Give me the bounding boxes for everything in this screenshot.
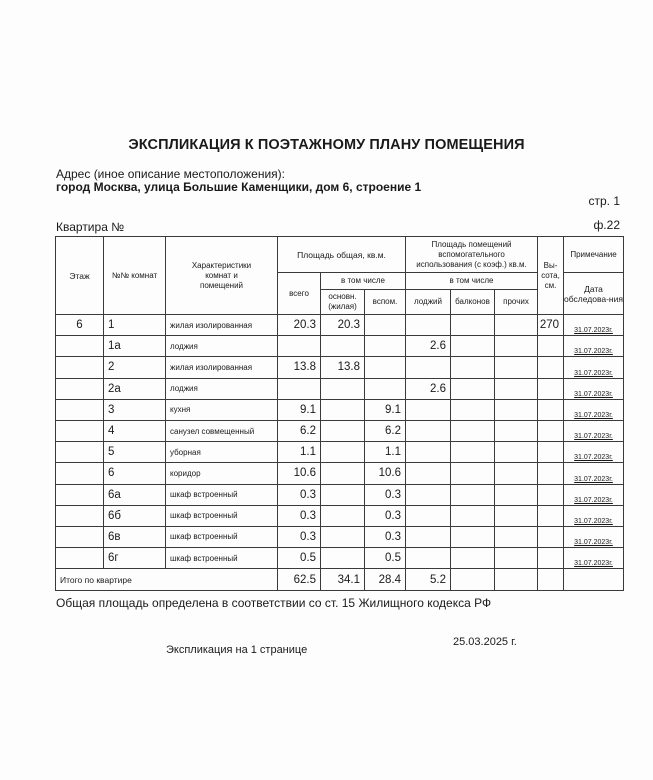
totals-note — [564, 569, 624, 591]
room-description: шкаф встроенный — [166, 484, 278, 505]
header-total-area: Площадь общая, кв.м. — [278, 237, 406, 273]
area-main — [321, 399, 365, 420]
area-other — [495, 526, 538, 547]
area-other — [495, 336, 538, 357]
floor: 6 — [56, 315, 104, 336]
survey-date-text: 31.07.2023г. — [574, 433, 613, 441]
totals-main: 34.1 — [321, 569, 365, 591]
survey-date-text: 31.07.2023г. — [574, 560, 613, 568]
survey-date — [564, 463, 624, 484]
area-other — [495, 548, 538, 569]
floor — [56, 420, 104, 441]
area-main — [321, 442, 365, 463]
room-description: кухня — [166, 399, 278, 420]
table-row — [56, 505, 624, 526]
room-number: 6б — [104, 505, 166, 526]
header-note: Примечание — [564, 237, 624, 273]
room-description: санузел совмещенный — [166, 420, 278, 441]
ceiling-height — [538, 505, 564, 526]
totals-total: 62.5 — [278, 569, 321, 591]
area-aux: 0.5 — [365, 548, 406, 569]
room-number: 6 — [104, 463, 166, 484]
area-main — [321, 420, 365, 441]
ceiling-height — [538, 484, 564, 505]
totals-label: Итого по квартире — [56, 569, 278, 591]
area-loggia — [406, 548, 451, 569]
totals-row — [56, 569, 624, 591]
area-main — [321, 548, 365, 569]
form-number: ф.22 — [593, 218, 620, 232]
table-row — [56, 463, 624, 484]
area-loggia — [406, 442, 451, 463]
area-total: 1.1 — [278, 442, 321, 463]
survey-date — [564, 357, 624, 378]
area-loggia — [406, 420, 451, 441]
header-main: основн. (жилая) — [321, 290, 365, 315]
room-number: 1 — [104, 315, 166, 336]
area-balcony — [451, 463, 495, 484]
area-loggia — [406, 505, 451, 526]
room-number: 2а — [104, 378, 166, 399]
floor — [56, 378, 104, 399]
header-height: Вы-сота, см. — [538, 237, 564, 315]
room-number: 1а — [104, 336, 166, 357]
survey-date-text: 31.07.2023г. — [574, 475, 613, 483]
area-balcony — [451, 399, 495, 420]
totals-aux: 28.4 — [365, 569, 406, 591]
room-number: 2 — [104, 357, 166, 378]
floor — [56, 526, 104, 547]
area-other — [495, 484, 538, 505]
area-balcony — [451, 420, 495, 441]
area-other — [495, 442, 538, 463]
area-other — [495, 399, 538, 420]
totals-balcony — [451, 569, 495, 591]
room-description: шкаф встроенный — [166, 526, 278, 547]
table-row — [56, 484, 624, 505]
floor — [56, 463, 104, 484]
area-loggia — [406, 315, 451, 336]
area-other — [495, 357, 538, 378]
survey-date-text: 31.07.2023г. — [574, 348, 613, 356]
room-description: лоджия — [166, 378, 278, 399]
ceiling-height — [538, 420, 564, 441]
floor — [56, 484, 104, 505]
room-description: шкаф встроенный — [166, 505, 278, 526]
header-balcony: балконов — [451, 290, 495, 315]
totals-height — [538, 569, 564, 591]
room-number: 6в — [104, 526, 166, 547]
floor — [56, 548, 104, 569]
document-title: ЭКСПЛИКАЦИЯ К ПОЭТАЖНОМУ ПЛАНУ ПОМЕЩЕНИЯ — [128, 137, 525, 153]
area-loggia — [406, 484, 451, 505]
header-other: прочих — [495, 290, 538, 315]
footnote: Общая площадь определена в соответствии со ст. 15 Жилищного кодекса РФ — [56, 596, 492, 610]
area-aux: 6.2 — [365, 420, 406, 441]
area-loggia — [406, 463, 451, 484]
table-row — [56, 315, 624, 336]
area-total: 13.8 — [278, 357, 321, 378]
floor — [56, 505, 104, 526]
survey-date — [564, 336, 624, 357]
survey-date-text: 31.07.2023г. — [574, 369, 613, 377]
ceiling-height — [538, 378, 564, 399]
area-balcony — [451, 484, 495, 505]
area-aux: 0.3 — [365, 484, 406, 505]
area-aux — [365, 315, 406, 336]
floor — [56, 399, 104, 420]
room-number: 6г — [104, 548, 166, 569]
table-row — [56, 420, 624, 441]
header-total: всего — [278, 273, 321, 315]
survey-date-text: 31.07.2023г. — [574, 517, 613, 525]
survey-date-text: 31.07.2023г. — [574, 390, 613, 398]
area-total: 9.1 — [278, 399, 321, 420]
table-row — [56, 399, 624, 420]
totals-other — [495, 569, 538, 591]
ceiling-height — [538, 526, 564, 547]
floor — [56, 336, 104, 357]
area-aux: 9.1 — [365, 399, 406, 420]
area-aux — [365, 378, 406, 399]
area-main: 20.3 — [321, 315, 365, 336]
table-row — [56, 442, 624, 463]
area-aux: 0.3 — [365, 526, 406, 547]
area-total: 10.6 — [278, 463, 321, 484]
header-survey-date: Дата обследова-ния — [564, 273, 624, 315]
area-main — [321, 336, 365, 357]
area-loggia: 2.6 — [406, 378, 451, 399]
floor — [56, 357, 104, 378]
area-other — [495, 505, 538, 526]
address-value: город Москва, улица Большие Каменщики, дом 6, строение 1 — [56, 180, 422, 194]
survey-date-text: 31.07.2023г. — [574, 327, 613, 335]
sign-date: 25.03.2025 г. — [453, 636, 517, 648]
ceiling-height — [538, 463, 564, 484]
area-total: 0.5 — [278, 548, 321, 569]
header-rooms: №№ комнат — [104, 237, 166, 315]
area-other — [495, 315, 538, 336]
survey-date — [564, 484, 624, 505]
area-loggia — [406, 399, 451, 420]
ceiling-height — [538, 357, 564, 378]
area-loggia: 2.6 — [406, 336, 451, 357]
apartment-label: Квартира № — [56, 220, 125, 234]
area-main — [321, 463, 365, 484]
survey-date-text: 31.07.2023г. — [574, 539, 613, 547]
room-number: 4 — [104, 420, 166, 441]
survey-date — [564, 442, 624, 463]
area-balcony — [451, 442, 495, 463]
area-aux — [365, 357, 406, 378]
ceiling-height — [538, 442, 564, 463]
header-loggia: лоджий — [406, 290, 451, 315]
table-row — [56, 357, 624, 378]
area-other — [495, 463, 538, 484]
survey-date — [564, 315, 624, 336]
area-balcony — [451, 357, 495, 378]
survey-date-text: 31.07.2023г. — [574, 454, 613, 462]
ceiling-height — [538, 548, 564, 569]
area-main — [321, 526, 365, 547]
ceiling-height — [538, 399, 564, 420]
survey-date-text: 31.07.2023г. — [574, 411, 613, 419]
room-description: жилая изолированная — [166, 315, 278, 336]
pages-note: Экспликация на 1 странице — [166, 644, 308, 656]
area-total: 0.3 — [278, 526, 321, 547]
area-aux — [365, 336, 406, 357]
table-row — [56, 336, 624, 357]
area-aux: 1.1 — [365, 442, 406, 463]
explication-table — [55, 236, 624, 591]
area-total — [278, 336, 321, 357]
totals-loggia: 5.2 — [406, 569, 451, 591]
room-description: шкаф встроенный — [166, 548, 278, 569]
header-floor: Этаж — [56, 237, 104, 315]
room-number: 6а — [104, 484, 166, 505]
survey-date — [564, 399, 624, 420]
header-incl-2: в том числе — [406, 273, 538, 290]
table-row — [56, 378, 624, 399]
area-aux: 10.6 — [365, 463, 406, 484]
header-characteristics: Характеристики комнат и помещений — [166, 237, 278, 315]
room-description: коридор — [166, 463, 278, 484]
room-number: 3 — [104, 399, 166, 420]
floor — [56, 442, 104, 463]
address-label: Адрес (иное описание местоположения): — [56, 167, 285, 181]
area-main — [321, 505, 365, 526]
survey-date — [564, 526, 624, 547]
area-main: 13.8 — [321, 357, 365, 378]
room-description: лоджия — [166, 336, 278, 357]
area-total: 0.3 — [278, 505, 321, 526]
area-loggia — [406, 357, 451, 378]
header-aux-area: Площадь помещений вспомогательного использования (с коэф.) кв.м. — [406, 237, 538, 273]
survey-date — [564, 548, 624, 569]
room-number: 5 — [104, 442, 166, 463]
area-main — [321, 378, 365, 399]
area-balcony — [451, 548, 495, 569]
area-balcony — [451, 315, 495, 336]
room-description: уборная — [166, 442, 278, 463]
area-balcony — [451, 526, 495, 547]
survey-date — [564, 505, 624, 526]
page-number: стр. 1 — [588, 194, 620, 208]
area-total — [278, 378, 321, 399]
header-incl-1: в том числе — [321, 273, 406, 290]
area-total: 20.3 — [278, 315, 321, 336]
area-balcony — [451, 378, 495, 399]
area-total: 6.2 — [278, 420, 321, 441]
area-other — [495, 420, 538, 441]
area-loggia — [406, 526, 451, 547]
area-other — [495, 378, 538, 399]
area-balcony — [451, 336, 495, 357]
survey-date — [564, 420, 624, 441]
area-total: 0.3 — [278, 484, 321, 505]
area-balcony — [451, 505, 495, 526]
area-aux: 0.3 — [365, 505, 406, 526]
survey-date-text: 31.07.2023г. — [574, 496, 613, 504]
survey-date — [564, 378, 624, 399]
table-row — [56, 526, 624, 547]
ceiling-height — [538, 336, 564, 357]
room-description: жилая изолированная — [166, 357, 278, 378]
ceiling-height: 270 — [538, 315, 564, 336]
header-aux: вспом. — [365, 290, 406, 315]
table-row — [56, 548, 624, 569]
area-main — [321, 484, 365, 505]
